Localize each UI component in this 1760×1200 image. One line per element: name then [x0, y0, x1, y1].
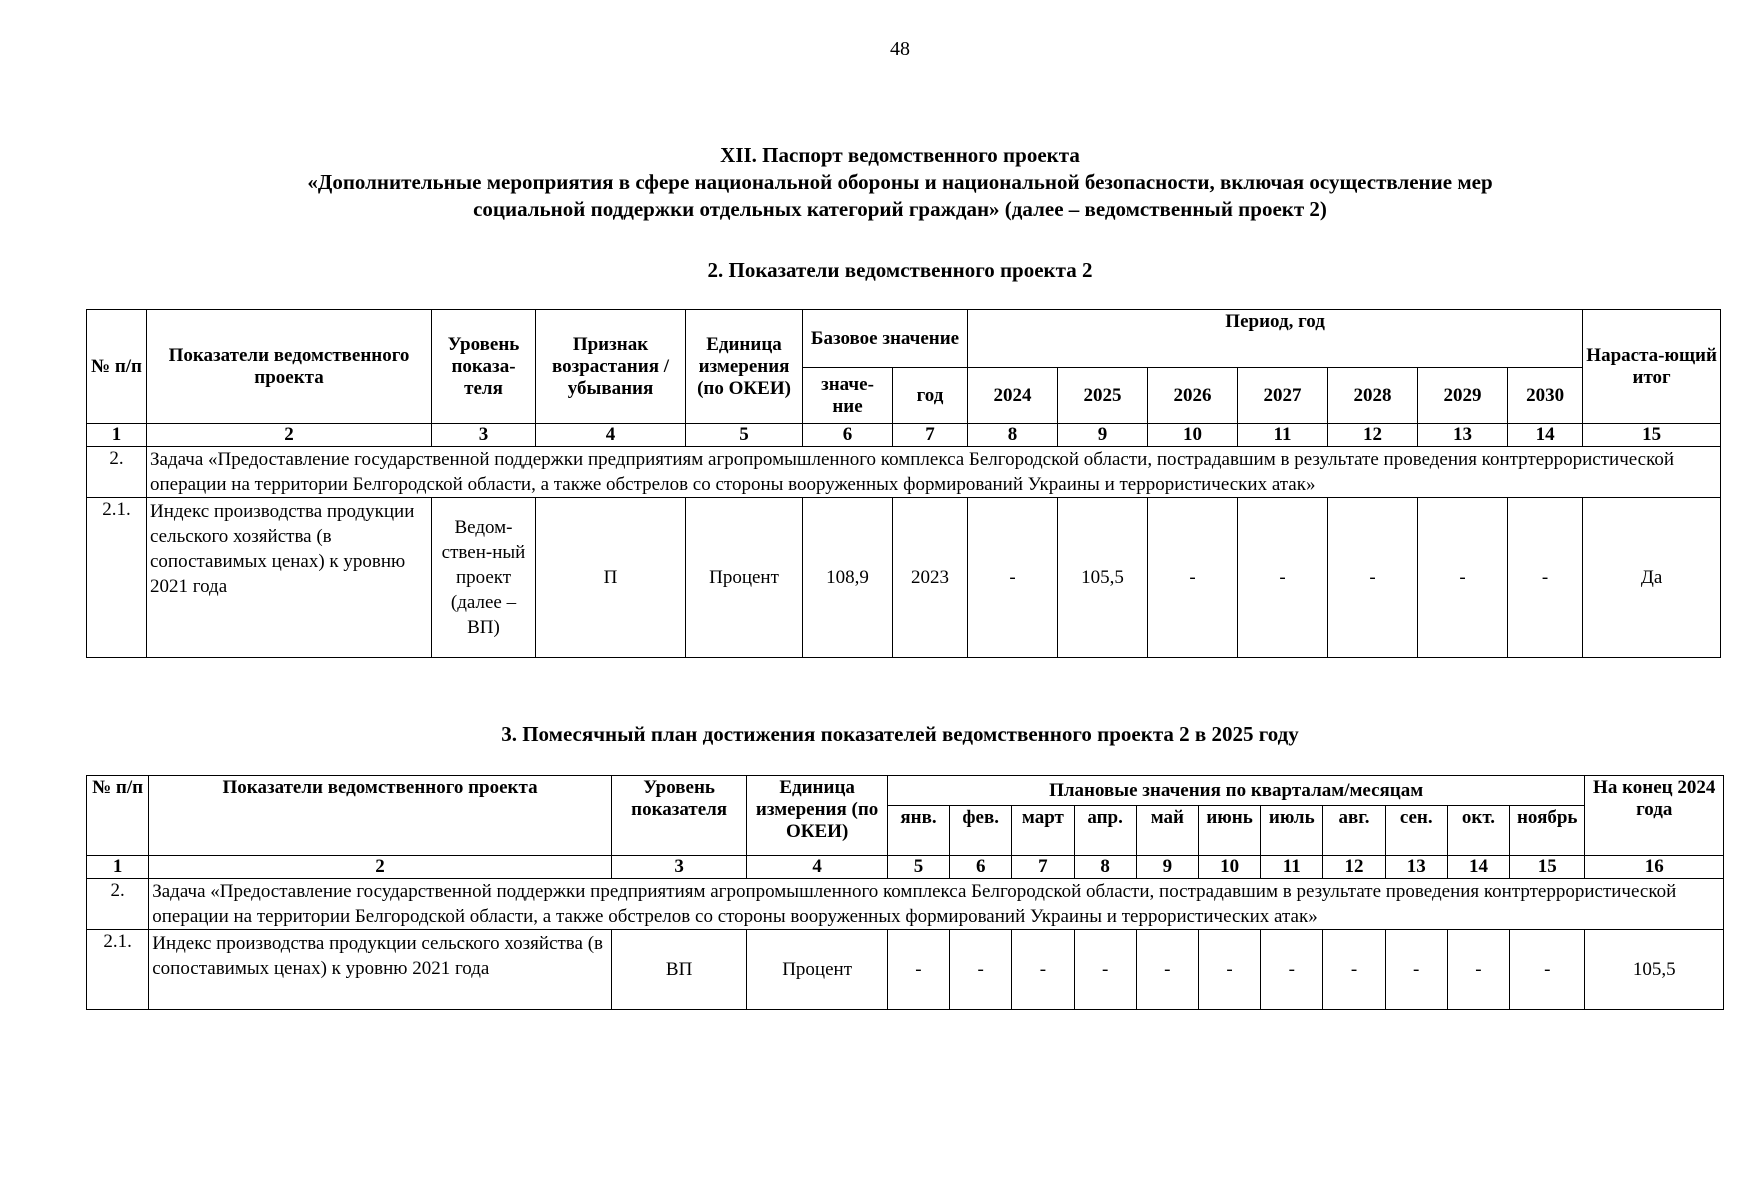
month-value: - — [1074, 930, 1136, 1010]
indicator-name: Индекс производства продукции сельского хозяйства (в сопоставимых ценах) к уровню 2021 года — [147, 498, 432, 658]
year-header: 2027 — [1238, 368, 1328, 424]
month-header: март — [1012, 806, 1074, 856]
title-line-3: социальной поддержки отдельных категорий граждан» (далее – ведомственный проект 2) — [473, 197, 1327, 221]
column-number: 1 — [87, 424, 147, 447]
column-number: 9 — [1136, 856, 1198, 879]
col-unit-header: Единица измерения (по ОКЕИ) — [747, 776, 888, 856]
column-number: 8 — [1074, 856, 1136, 879]
col-indicator-header: Показатели ведомственного проекта — [149, 776, 612, 856]
task-number: 2. — [87, 879, 149, 930]
column-number: 1 — [87, 856, 149, 879]
row-number: 2.1. — [87, 498, 147, 658]
title-line-2: «Дополнительные мероприятия в сфере национальной обороны и национальной безопасности, включая осуществление мер — [307, 170, 1493, 194]
column-number: 11 — [1238, 424, 1328, 447]
month-value: - — [1447, 930, 1509, 1010]
indicator-row — [87, 930, 1724, 1010]
task-row — [87, 447, 1721, 498]
month-value: - — [950, 930, 1012, 1010]
base-value: 108,9 — [803, 498, 893, 658]
column-number: 15 — [1583, 424, 1721, 447]
task-text: Задача «Предоставление государственной поддержки предприятиям агропромышленного комплекса Белгородской области, пострадавшим в результате проведения контртеррористической операции на территории Белгородской области, а также обстрелов со стороны вооруженных формирований Украины и террористических атак» — [149, 879, 1724, 930]
monthly-plan-table — [86, 775, 1724, 1010]
col-period-header: Период, год — [968, 310, 1583, 368]
column-number: 16 — [1585, 856, 1724, 879]
column-number: 4 — [536, 424, 686, 447]
year-value: - — [1508, 498, 1583, 658]
column-number: 7 — [1012, 856, 1074, 879]
month-header: окт. — [1447, 806, 1509, 856]
column-number: 10 — [1148, 424, 1238, 447]
month-header: апр. — [1074, 806, 1136, 856]
col-cumulative-header: Нараста-ющий итог — [1583, 310, 1721, 424]
column-number: 5 — [686, 424, 803, 447]
row-number: 2.1. — [87, 930, 149, 1010]
month-header: ноябрь — [1510, 806, 1585, 856]
month-header: май — [1136, 806, 1198, 856]
task-row — [87, 879, 1724, 930]
col-num-header: № п/п — [87, 310, 147, 424]
column-number: 11 — [1261, 856, 1323, 879]
end-value: 105,5 — [1585, 930, 1724, 1010]
year-header: 2028 — [1328, 368, 1418, 424]
column-number: 15 — [1510, 856, 1585, 879]
column-number: 3 — [611, 856, 746, 879]
column-number: 2 — [149, 856, 612, 879]
column-number: 5 — [887, 856, 949, 879]
column-number: 12 — [1323, 856, 1385, 879]
col-num-header: № п/п — [87, 776, 149, 856]
column-number: 6 — [803, 424, 893, 447]
cumulative-value: Да — [1583, 498, 1721, 658]
column-number: 4 — [747, 856, 888, 879]
indicator-level: Ведом-ствен-ный проект (далее – ВП) — [432, 498, 536, 658]
title-line-1: XII. Паспорт ведомственного проекта — [720, 143, 1080, 167]
month-value: - — [1385, 930, 1447, 1010]
month-value: - — [1198, 930, 1260, 1010]
month-header: июнь — [1198, 806, 1260, 856]
column-number: 14 — [1447, 856, 1509, 879]
col-level-header: Уровень показа-теля — [432, 310, 536, 424]
document-title — [90, 142, 1710, 223]
year-value: - — [1328, 498, 1418, 658]
year-header: 2030 — [1508, 368, 1583, 424]
month-value: - — [887, 930, 949, 1010]
year-value: 105,5 — [1058, 498, 1148, 658]
month-value: - — [1136, 930, 1198, 1010]
column-number: 2 — [147, 424, 432, 447]
header-row-1 — [87, 310, 1721, 368]
indicator-level: ВП — [611, 930, 746, 1010]
column-number: 13 — [1385, 856, 1447, 879]
col-end-header: На конец 2024 года — [1585, 776, 1724, 856]
base-year: 2023 — [893, 498, 968, 658]
task-number: 2. — [87, 447, 147, 498]
page-number: 48 — [890, 38, 910, 60]
month-header: авг. — [1323, 806, 1385, 856]
month-header: сен. — [1385, 806, 1447, 856]
month-value: - — [1323, 930, 1385, 1010]
col-base-year-header: год — [893, 368, 968, 424]
month-header: июль — [1261, 806, 1323, 856]
column-number: 8 — [968, 424, 1058, 447]
col-trend-header: Признак возрастания / убывания — [536, 310, 686, 424]
section3-heading: 3. Помесячный план достижения показателей ведомственного проекта 2 в 2025 году — [501, 722, 1299, 746]
month-header: фев. — [950, 806, 1012, 856]
year-value: - — [968, 498, 1058, 658]
col-base-header: Базовое значение — [803, 310, 968, 368]
year-header: 2026 — [1148, 368, 1238, 424]
indicator-row — [87, 498, 1721, 658]
indicator-trend: П — [536, 498, 686, 658]
year-header: 2025 — [1058, 368, 1148, 424]
column-number: 12 — [1328, 424, 1418, 447]
year-value: - — [1148, 498, 1238, 658]
section2-heading: 2. Показатели ведомственного проекта 2 — [707, 258, 1093, 282]
task-text: Задача «Предоставление государственной поддержки предприятиям агропромышленного комплекса Белгородской области, пострадавшим в результате проведения контртеррористической операции на территории Белгородской области, а также обстрелов со стороны вооруженных формирований Украины и террористических атак» — [147, 447, 1721, 498]
col-planned-header: Плановые значения по кварталам/месяцам — [887, 776, 1585, 806]
column-number: 7 — [893, 424, 968, 447]
col-base-value-header: значе-ние — [803, 368, 893, 424]
column-number-row — [87, 424, 1721, 447]
indicators-table — [86, 309, 1721, 658]
column-number-row — [87, 856, 1724, 879]
col-level-header: Уровень показателя — [611, 776, 746, 856]
header-row-1 — [87, 776, 1724, 806]
year-header: 2024 — [968, 368, 1058, 424]
month-value: - — [1510, 930, 1585, 1010]
column-number: 6 — [950, 856, 1012, 879]
year-value: - — [1418, 498, 1508, 658]
month-value: - — [1261, 930, 1323, 1010]
column-number: 9 — [1058, 424, 1148, 447]
month-value: - — [1012, 930, 1074, 1010]
indicator-name: Индекс производства продукции сельского хозяйства (в сопоставимых ценах) к уровню 2021 года — [149, 930, 612, 1010]
year-header: 2029 — [1418, 368, 1508, 424]
column-number: 14 — [1508, 424, 1583, 447]
year-value: - — [1238, 498, 1328, 658]
col-indicator-header: Показатели ведомственного проекта — [147, 310, 432, 424]
column-number: 10 — [1198, 856, 1260, 879]
column-number: 3 — [432, 424, 536, 447]
indicator-unit: Процент — [686, 498, 803, 658]
indicator-unit: Процент — [747, 930, 888, 1010]
col-unit-header: Единица измерения (по ОКЕИ) — [686, 310, 803, 424]
month-header: янв. — [887, 806, 949, 856]
column-number: 13 — [1418, 424, 1508, 447]
